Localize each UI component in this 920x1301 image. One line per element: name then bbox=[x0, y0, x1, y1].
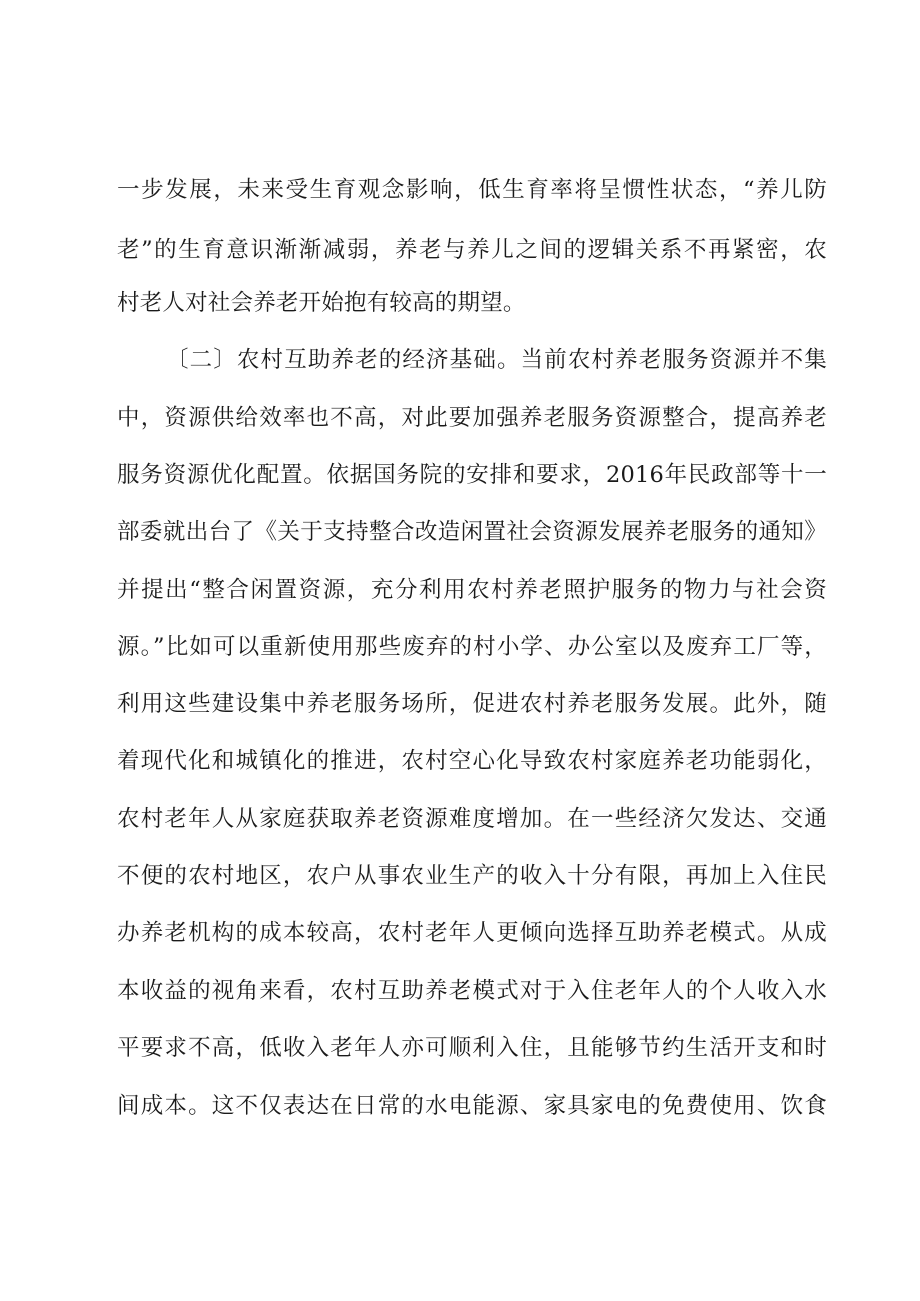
text-line-2: 老”的生育意识渐渐减弱，养老与养儿之间的逻辑关系不再紧密，农 bbox=[117, 237, 827, 263]
text-line-16: 平要求不高，低收入老年人亦可顺利入住，且能够节约生活开支和时 bbox=[117, 1035, 827, 1061]
text-line-10: 利用这些建设集中养老服务场所，促进农村养老服务发展。此外，随 bbox=[117, 691, 827, 717]
text-line-11: 着现代化和城镇化的推进，农村空心化导致农村家庭养老功能弱化， bbox=[117, 748, 827, 774]
text-line-7: 部委就出台了《关于支持整合改造闲置社会资源发展养老服务的通知》 bbox=[117, 519, 827, 545]
text-line-14: 办养老机构的成本较高，农村老年人更倾向选择互助养老模式。从成 bbox=[117, 920, 827, 946]
text-line-12: 农村老年人从家庭获取养老资源难度增加。在一些经济欠发达、交通 bbox=[117, 806, 827, 832]
text-line-3: 村老人对社会养老开始抱有较高的期望。 bbox=[117, 290, 526, 316]
text-line-9: 源。”比如可以重新使用那些废弃的村小学、办公室以及废弃工厂等， bbox=[117, 634, 827, 660]
text-line-1: 一步发展，未来受生育观念影响，低生育率将呈惯性状态，“养儿防 bbox=[117, 177, 827, 203]
text-line-13: 不便的农村地区，农户从事农业生产的收入十分有限，再加上入住民 bbox=[117, 863, 827, 889]
text-line-15: 本收益的视角来看，农村互助养老模式对于入住老年人的个人收入水 bbox=[117, 978, 827, 1004]
text-line-5: 中，资源供给效率也不高，对此要加强养老服务资源整合，提高养老 bbox=[117, 405, 827, 431]
text-line-17: 间成本。这不仅表达在日常的水电能源、家具家电的免费使用、饮食 bbox=[117, 1093, 827, 1119]
section-heading-line: 〔二〕农村互助养老的经济基础。当前农村养老服务资源并不集 bbox=[166, 347, 827, 373]
text-line-6: 服务资源优化配置。依据国务院的安排和要求，2016年民政部等十一 bbox=[117, 462, 827, 488]
text-line-8: 并提出“整合闲置资源，充分利用农村养老照护服务的物力与社会资 bbox=[117, 577, 827, 603]
